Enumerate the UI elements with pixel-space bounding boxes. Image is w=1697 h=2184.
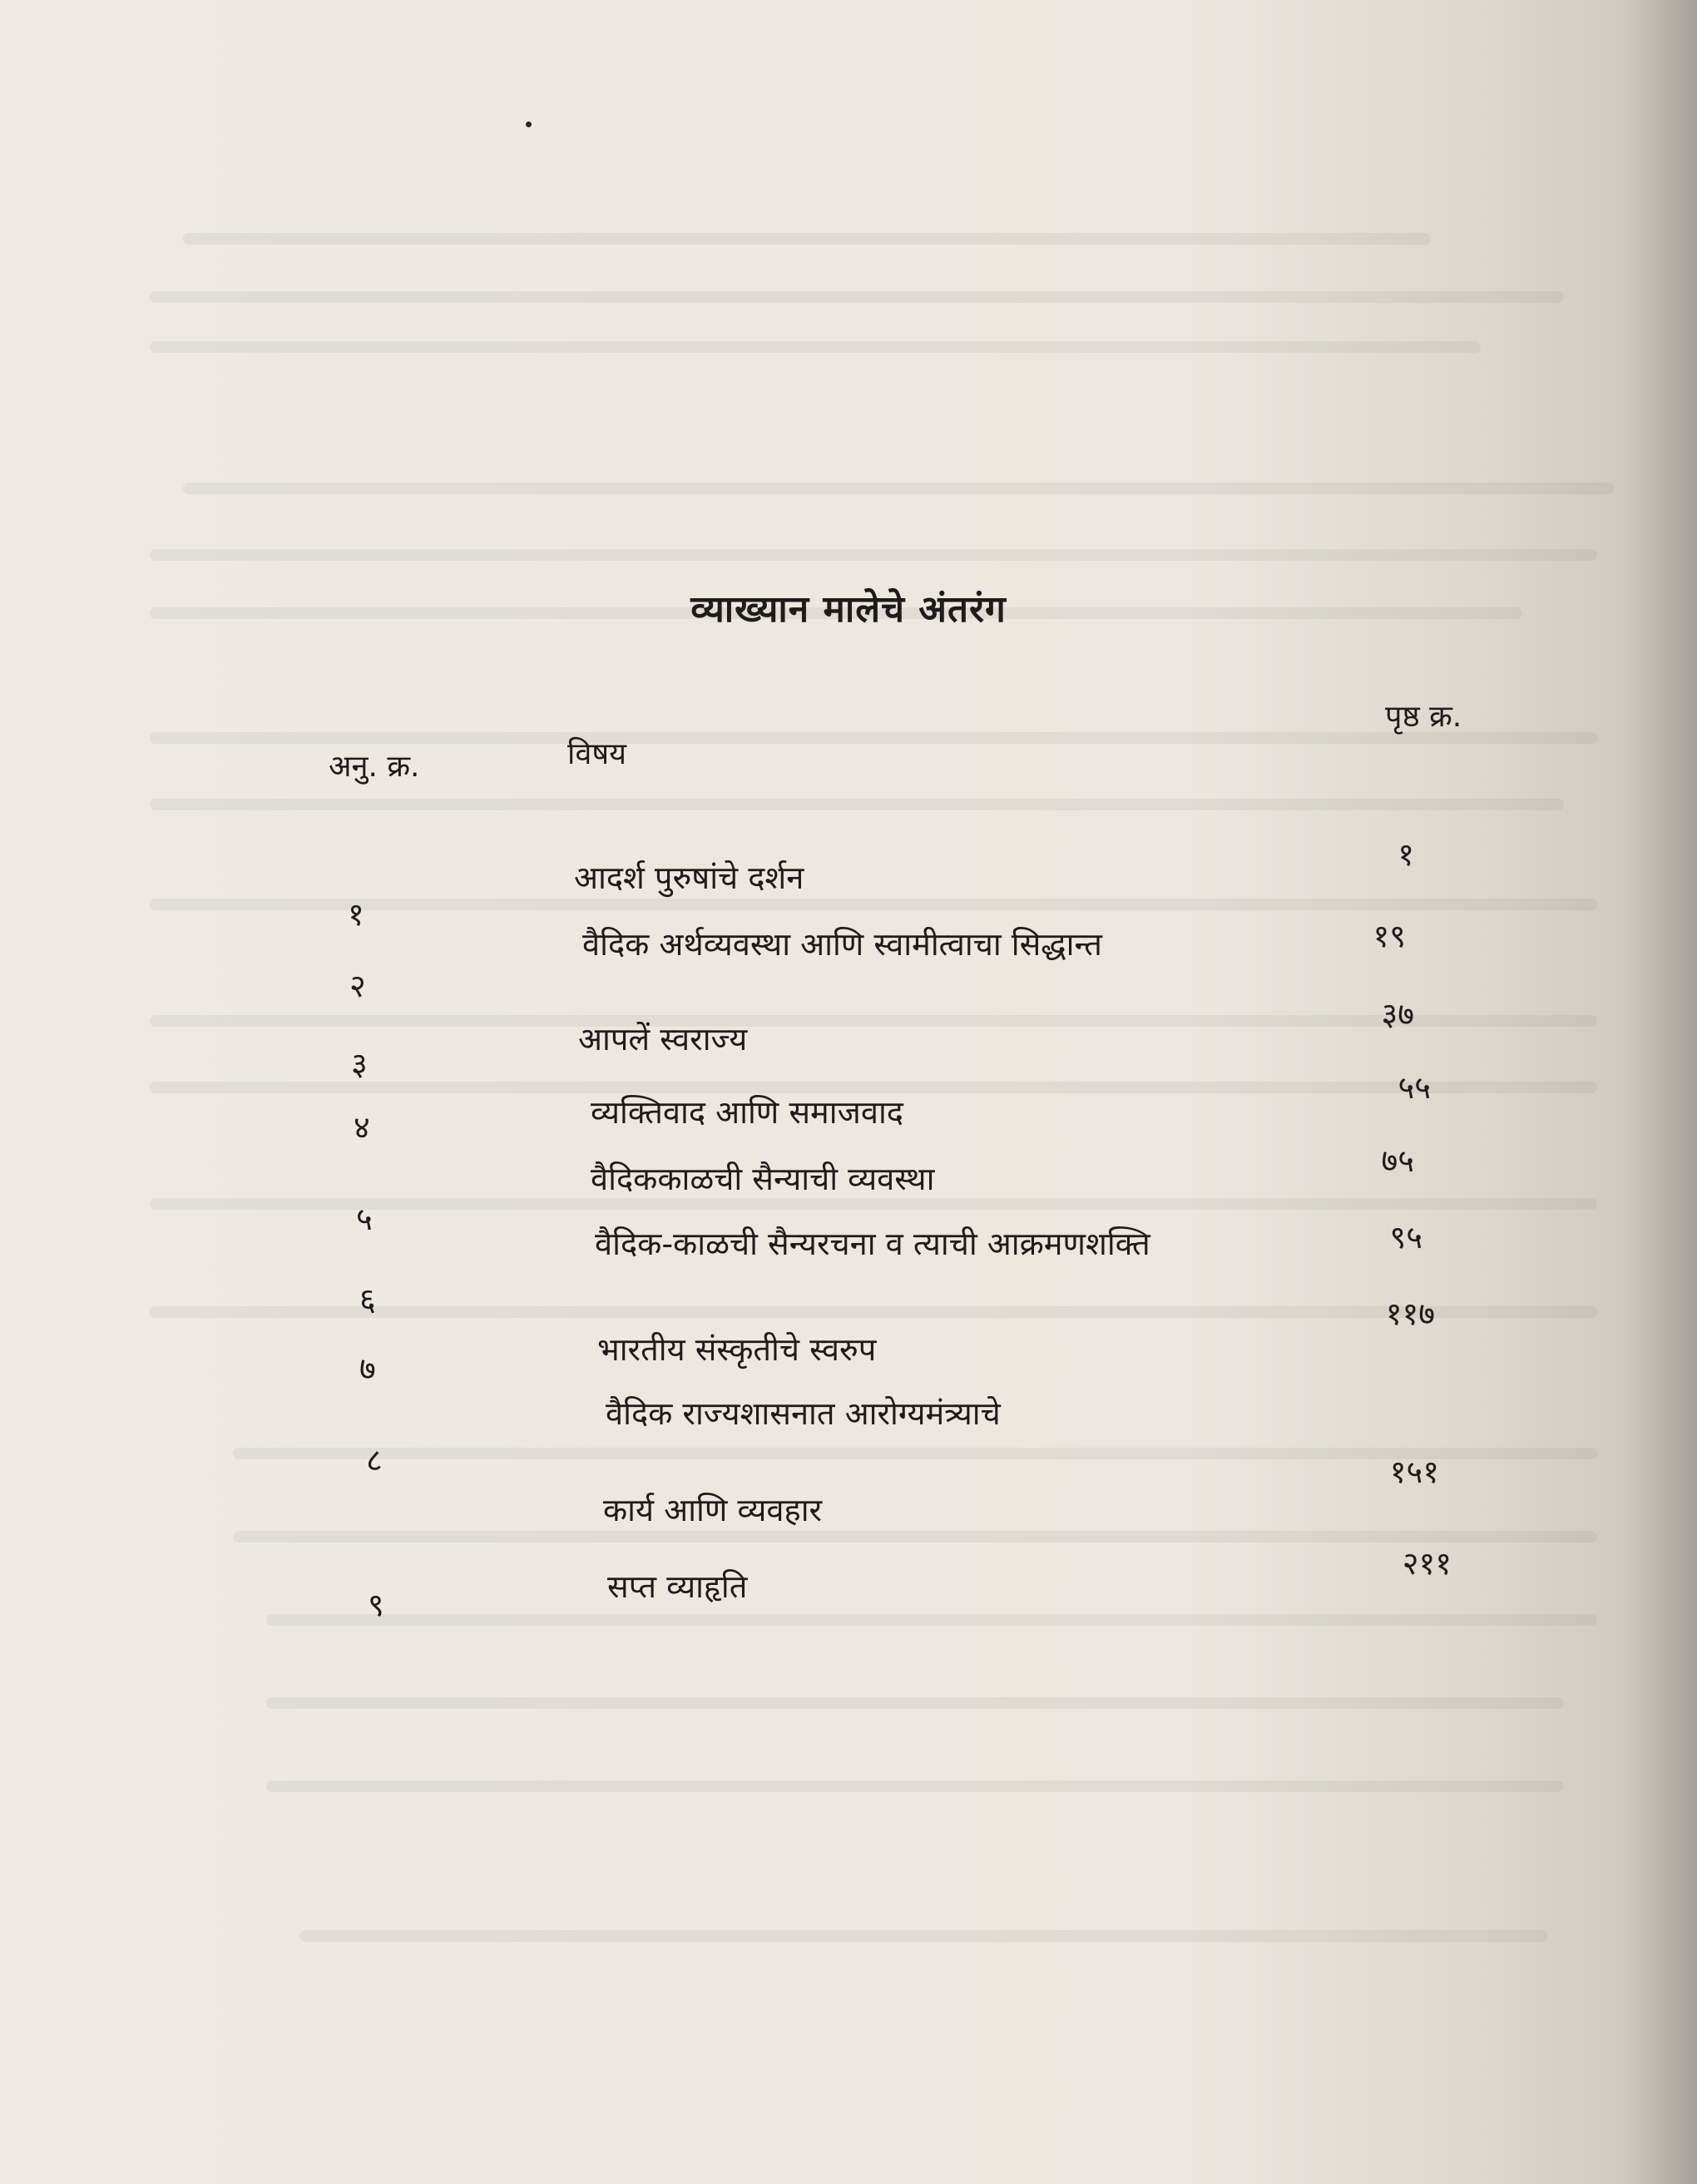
toc-page: १५१: [1389, 1454, 1439, 1490]
toc-number: ९: [368, 1587, 384, 1623]
toc-subject: आपलें स्वराज्य: [578, 1021, 748, 1057]
toc-subject: भारतीय संस्कृतीचे स्वरुप: [597, 1331, 877, 1368]
toc-page: ९५: [1389, 1219, 1422, 1255]
toc-number: १: [348, 896, 364, 933]
toc-number: ६: [359, 1281, 376, 1318]
toc-page: २११: [1402, 1545, 1452, 1582]
toc-subject: सप्त व्याहृति: [607, 1568, 748, 1605]
page-title: व्याख्यान मालेचे अंतरंग: [690, 588, 1007, 631]
toc-subject: वैदिक अर्थव्यवस्था आणि स्वामीत्वाचा सिद्धान्त: [582, 926, 1102, 963]
column-header-serial: अनु. क्र.: [329, 750, 420, 784]
toc-subject: व्यक्तिवाद आणि समाजवाद: [591, 1094, 903, 1131]
toc-number: २: [349, 968, 366, 1004]
toc-page: ७५: [1381, 1142, 1414, 1179]
toc-page: ११७: [1385, 1295, 1435, 1332]
toc-subject: वैदिक राज्यशासनात आरोग्यमंत्र्याचे: [606, 1395, 1001, 1432]
toc-number: ४: [354, 1109, 370, 1146]
toc-number: ५: [356, 1201, 373, 1237]
toc-page: १: [1398, 836, 1414, 873]
toc-subject: आदर्श पुरुषांचे दर्शन: [574, 859, 804, 896]
toc-page: ३७: [1381, 996, 1414, 1033]
toc-subject: वैदिककाळची सैन्याची व्यवस्था: [591, 1161, 935, 1197]
toc-number: ८: [366, 1442, 383, 1478]
column-header-subject: विषय: [567, 737, 627, 771]
toc-page: ५५: [1398, 1069, 1431, 1106]
toc-page: १९: [1373, 918, 1406, 954]
speck: [526, 121, 532, 127]
toc-number: ३: [351, 1046, 368, 1082]
page-fold-shadow: [1622, 0, 1697, 2184]
toc-number: ७: [359, 1350, 376, 1387]
toc-subject: वैदिक-काळची सैन्यरचना व त्याची आक्रमणशक्ति: [595, 1226, 1150, 1262]
column-header-page: पृष्ठ क्र.: [1385, 700, 1462, 734]
toc-subject: कार्य आणि व्यवहार: [603, 1492, 823, 1528]
